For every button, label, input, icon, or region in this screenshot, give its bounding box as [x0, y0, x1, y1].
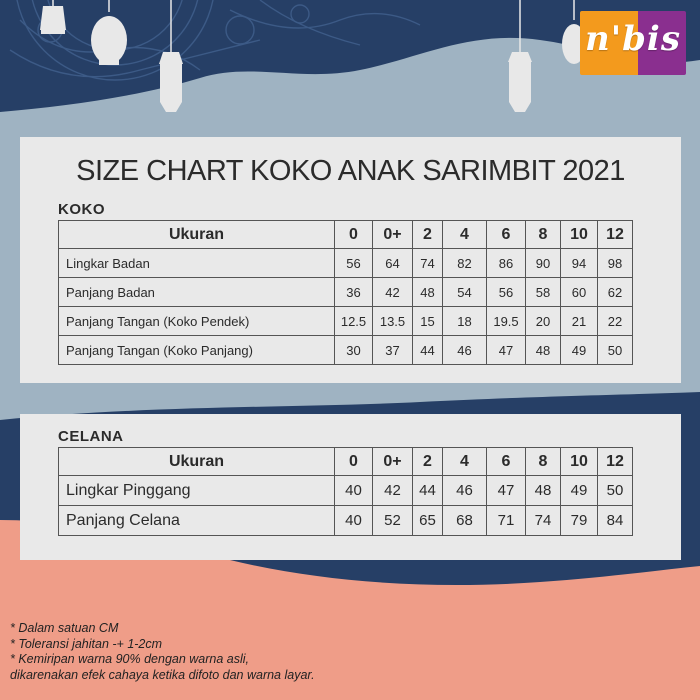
- table-cell: 42: [373, 476, 413, 506]
- footnote: * Toleransi jahitan -+ 1-2cm: [10, 636, 163, 651]
- table-cell: 49: [561, 476, 598, 506]
- table-cell: 79: [561, 506, 598, 536]
- header-cell: 0: [335, 221, 373, 249]
- row-label: Lingkar Badan: [59, 249, 335, 278]
- table-cell: 98: [598, 249, 633, 278]
- row-label: Panjang Badan: [59, 278, 335, 307]
- brand-logo: [580, 11, 686, 75]
- table-row: [59, 336, 633, 365]
- header-cell: 6: [487, 221, 526, 249]
- brand-logo-text: n'bis: [585, 19, 681, 59]
- row-label: Panjang Tangan (Koko Pendek): [59, 307, 335, 336]
- table-cell: 82: [443, 249, 487, 278]
- table-cell: 56: [487, 278, 526, 307]
- header-cell: 10: [561, 448, 598, 476]
- table-cell: 58: [526, 278, 561, 307]
- table-cell: 71: [487, 506, 526, 536]
- koko-header-row: [59, 221, 633, 249]
- table-cell: 20: [526, 307, 561, 336]
- header-cell: 0+: [373, 448, 413, 476]
- table-row: [59, 506, 633, 536]
- footnote: * Dalam satuan CM: [10, 621, 119, 635]
- table-cell: 46: [443, 476, 487, 506]
- table-cell: 12.5: [335, 307, 373, 336]
- header-cell: 4: [443, 221, 487, 249]
- table-cell: 42: [373, 278, 413, 307]
- table-cell: 40: [335, 476, 373, 506]
- table-cell: 18: [443, 307, 487, 336]
- table-cell: 94: [561, 249, 598, 278]
- table-cell: 74: [413, 249, 443, 278]
- table-cell: 86: [487, 249, 526, 278]
- table-cell: 64: [373, 249, 413, 278]
- header-cell: 4: [443, 448, 487, 476]
- header-cell: 10: [561, 221, 598, 249]
- header-cell: 12: [598, 448, 633, 476]
- table-cell: 50: [598, 476, 633, 506]
- table-cell: 44: [413, 476, 443, 506]
- table-cell: 19.5: [487, 307, 526, 336]
- table-row: [59, 476, 633, 506]
- header-cell: 0+: [373, 221, 413, 249]
- header-cell: 2: [413, 221, 443, 249]
- table-cell: 65: [413, 506, 443, 536]
- table-cell: 22: [598, 307, 633, 336]
- table-cell: 60: [561, 278, 598, 307]
- table-cell: 84: [598, 506, 633, 536]
- header-cell: 6: [487, 448, 526, 476]
- table-cell: 30: [335, 336, 373, 365]
- table-cell: 13.5: [373, 307, 413, 336]
- table-cell: 68: [443, 506, 487, 536]
- footnotes: [10, 621, 315, 683]
- table-cell: 74: [526, 506, 561, 536]
- footnote: dikarenakan efek cahaya ketika difoto dan warna layar.: [10, 667, 315, 682]
- table-cell: 54: [443, 278, 487, 307]
- table-cell: 40: [335, 506, 373, 536]
- koko-section-label: KOKO: [58, 201, 105, 218]
- table-cell: 46: [443, 336, 487, 365]
- header-cell: Ukuran: [59, 448, 335, 476]
- header-cell: 2: [413, 448, 443, 476]
- table-cell: 52: [373, 506, 413, 536]
- celana-section-label: CELANA: [58, 428, 124, 445]
- table-cell: 15: [413, 307, 443, 336]
- page-title: SIZE CHART KOKO ANAK SARIMBIT 2021: [76, 155, 625, 187]
- table-cell: 50: [598, 336, 633, 365]
- table-cell: 49: [561, 336, 598, 365]
- celana-size-card: [20, 414, 681, 560]
- table-cell: 48: [526, 476, 561, 506]
- koko-size-table: [58, 220, 633, 365]
- table-cell: 37: [373, 336, 413, 365]
- koko-size-card: [20, 137, 681, 383]
- table-cell: 48: [413, 278, 443, 307]
- table-cell: 47: [487, 336, 526, 365]
- row-label: Panjang Celana: [59, 506, 335, 536]
- celana-header-row: [59, 448, 633, 476]
- celana-size-table: [58, 447, 633, 536]
- table-cell: 21: [561, 307, 598, 336]
- table-cell: 90: [526, 249, 561, 278]
- header-cell: 8: [526, 448, 561, 476]
- footnote: * Kemiripan warna 90% dengan warna asli,: [10, 652, 250, 666]
- table-row: [59, 278, 633, 307]
- row-label: Lingkar Pinggang: [59, 476, 335, 506]
- header-cell: Ukuran: [59, 221, 335, 249]
- table-cell: 44: [413, 336, 443, 365]
- table-row: [59, 249, 633, 278]
- header-cell: 0: [335, 448, 373, 476]
- table-row: [59, 307, 633, 336]
- table-cell: 48: [526, 336, 561, 365]
- table-cell: 36: [335, 278, 373, 307]
- table-cell: 56: [335, 249, 373, 278]
- row-label: Panjang Tangan (Koko Panjang): [59, 336, 335, 365]
- header-cell: 8: [526, 221, 561, 249]
- header-cell: 12: [598, 221, 633, 249]
- table-cell: 47: [487, 476, 526, 506]
- table-cell: 62: [598, 278, 633, 307]
